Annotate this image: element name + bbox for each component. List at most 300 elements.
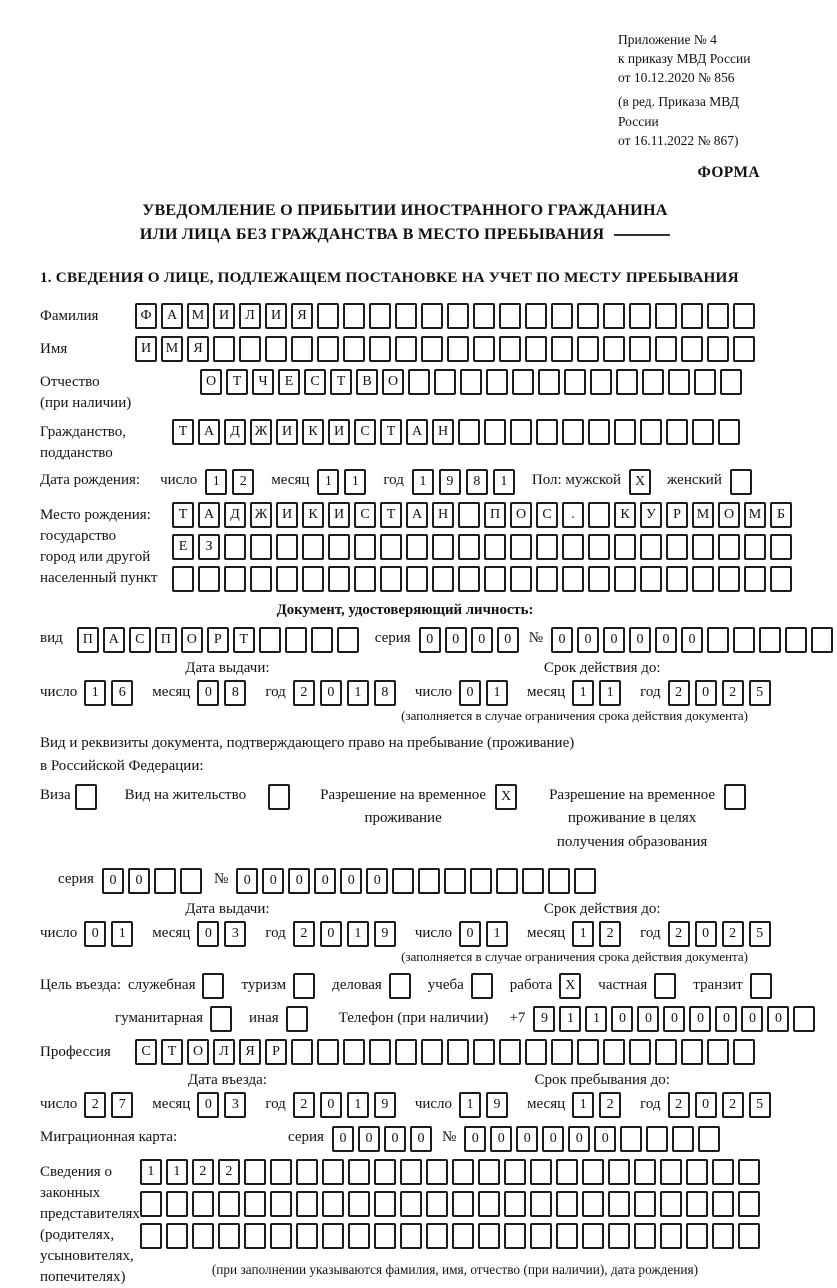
temp-residence-edu-label: Разрешение на временное проживание в целях получения образования <box>549 787 716 850</box>
profession-cells <box>135 1039 759 1065</box>
char-box <box>720 369 742 395</box>
char-box <box>530 1223 552 1249</box>
char-box <box>629 1039 651 1065</box>
char-box: 0 <box>577 627 599 653</box>
char-box: 1 <box>347 680 369 706</box>
char-box <box>707 1039 729 1065</box>
purpose-other-label: иная <box>249 1010 279 1027</box>
doc-issue-group: Дата выдачи: число 1 6 месяц 0 8 год 2 0 1 8 <box>40 660 415 706</box>
citizenship-cells <box>172 419 744 445</box>
char-box: Е <box>172 534 194 560</box>
char-box: М <box>187 303 209 329</box>
char-box <box>525 303 547 329</box>
char-box: 7 <box>111 1092 133 1118</box>
char-box <box>244 1223 266 1249</box>
char-box <box>322 1223 344 1249</box>
char-box: 9 <box>439 469 461 495</box>
char-box <box>389 973 411 999</box>
stay-day <box>459 1092 513 1118</box>
visa-label: Виза <box>40 787 71 804</box>
char-box <box>265 336 287 362</box>
permit-number-cells <box>236 868 600 894</box>
char-box <box>224 534 246 560</box>
char-box: 1 <box>599 680 621 706</box>
birthplace-label: Место рождения: государство город или другой населенный пункт <box>40 506 158 586</box>
char-box: 0 <box>542 1126 564 1152</box>
char-box: 0 <box>358 1126 380 1152</box>
char-box: 2 <box>599 1092 621 1118</box>
char-box <box>452 1223 474 1249</box>
residence-checkbox <box>268 784 294 810</box>
char-box: С <box>536 502 558 528</box>
char-box <box>210 1006 232 1032</box>
char-box: И <box>276 502 298 528</box>
char-box: И <box>265 303 287 329</box>
char-box: А <box>161 303 183 329</box>
purpose-study-checkbox <box>471 973 497 999</box>
char-box <box>380 534 402 560</box>
char-box <box>406 566 428 592</box>
migration-card-label: Миграционная карта: <box>40 1128 178 1145</box>
char-box <box>548 868 570 894</box>
char-box <box>224 566 246 592</box>
char-box <box>660 1191 682 1217</box>
char-box: П <box>484 502 506 528</box>
doc-valid-month <box>572 680 626 706</box>
field-representatives <box>40 1159 770 1288</box>
char-box <box>395 336 417 362</box>
char-box: 1 <box>572 680 594 706</box>
char-box: 2 <box>722 1092 744 1118</box>
purpose-official-label: служебная <box>127 977 196 994</box>
char-box: С <box>354 502 376 528</box>
patronymic-label: Отчество (при наличии) <box>40 373 132 411</box>
char-box <box>421 303 443 329</box>
char-box <box>738 1191 760 1217</box>
char-box: С <box>304 369 326 395</box>
char-box: Ф <box>135 303 157 329</box>
char-box <box>470 868 492 894</box>
char-box: 1 <box>493 469 515 495</box>
field-doc-type <box>40 627 770 653</box>
char-box: 0 <box>471 627 493 653</box>
char-box: 0 <box>197 1092 219 1118</box>
char-box <box>354 534 376 560</box>
char-box: С <box>129 627 151 653</box>
char-box: А <box>406 502 428 528</box>
char-box <box>686 1191 708 1217</box>
char-box: 8 <box>224 680 246 706</box>
char-box: П <box>77 627 99 653</box>
char-box <box>328 534 350 560</box>
migration-seria-cells <box>332 1126 436 1152</box>
char-box: 0 <box>84 921 106 947</box>
doc-valid-year <box>668 680 776 706</box>
doc-dates <box>40 660 770 706</box>
field-permit-seria <box>40 868 770 894</box>
char-box: 0 <box>603 627 625 653</box>
profession-label: Профессия <box>40 1043 111 1060</box>
field-surname <box>40 303 770 329</box>
char-box <box>395 1039 417 1065</box>
char-box: 0 <box>459 921 481 947</box>
char-box <box>577 1039 599 1065</box>
char-box <box>672 1126 694 1152</box>
char-box: Л <box>239 303 261 329</box>
migration-seria-label: серия <box>288 1128 324 1145</box>
char-box: 0 <box>741 1006 763 1032</box>
birth-day-cells <box>205 469 259 495</box>
purpose-humanitarian-label: гуманитарная <box>115 1010 204 1027</box>
char-box: 3 <box>224 1092 246 1118</box>
char-box: 0 <box>320 1092 342 1118</box>
char-box <box>692 566 714 592</box>
char-box <box>478 1159 500 1185</box>
char-box: 0 <box>695 680 717 706</box>
char-box <box>140 1191 162 1217</box>
char-box <box>484 534 506 560</box>
char-box: М <box>744 502 766 528</box>
char-box: 9 <box>374 1092 396 1118</box>
char-box: X <box>495 784 517 810</box>
permit-options <box>40 784 770 854</box>
char-box <box>504 1191 526 1217</box>
char-box <box>432 534 454 560</box>
char-box: 0 <box>320 680 342 706</box>
char-box <box>426 1159 448 1185</box>
char-box <box>640 419 662 445</box>
char-box <box>317 336 339 362</box>
char-box <box>473 303 495 329</box>
char-box <box>733 627 755 653</box>
char-box <box>285 627 307 653</box>
char-box <box>681 303 703 329</box>
title-blank-underline <box>614 234 670 236</box>
char-box <box>556 1159 578 1185</box>
char-box <box>213 336 235 362</box>
birthplace-row3 <box>172 566 796 592</box>
char-box: К <box>302 419 324 445</box>
char-box <box>268 784 290 810</box>
birthplace-cells <box>172 502 796 597</box>
char-box: 0 <box>516 1126 538 1152</box>
char-box <box>408 369 430 395</box>
purpose-transit-label: транзит <box>693 977 743 994</box>
char-box: 0 <box>102 868 124 894</box>
char-box <box>707 303 729 329</box>
char-box <box>562 534 584 560</box>
char-box: У <box>640 502 662 528</box>
char-box <box>432 566 454 592</box>
permit-valid-month <box>572 921 626 947</box>
entry-dates <box>40 1072 770 1118</box>
representatives-row1 <box>140 1159 764 1185</box>
char-box: 2 <box>668 921 690 947</box>
purpose-private-checkbox <box>654 973 680 999</box>
permit-number-label: № <box>213 870 229 887</box>
char-box: 0 <box>128 868 150 894</box>
char-box <box>582 1159 604 1185</box>
char-box <box>400 1223 422 1249</box>
purpose-study-label: учеба <box>427 977 464 994</box>
phone-prefix: +7 <box>509 1010 526 1027</box>
char-box: 1 <box>344 469 366 495</box>
char-box <box>668 369 690 395</box>
birthdate-label: Дата рождения: <box>40 471 141 488</box>
char-box <box>530 1159 552 1185</box>
form-title <box>40 198 770 247</box>
purpose-tourism-checkbox <box>293 973 319 999</box>
char-box <box>738 1223 760 1249</box>
char-box <box>504 1223 526 1249</box>
char-box: 2 <box>599 921 621 947</box>
char-box <box>406 534 428 560</box>
forma-label: ФОРМА <box>697 163 760 181</box>
char-box <box>478 1191 500 1217</box>
appendix-reference <box>618 30 770 150</box>
char-box <box>510 419 532 445</box>
char-box: 1 <box>486 921 508 947</box>
char-box <box>744 566 766 592</box>
char-box <box>510 534 532 560</box>
char-box <box>522 868 544 894</box>
char-box <box>692 534 714 560</box>
char-box <box>712 1223 734 1249</box>
char-box: 0 <box>288 868 310 894</box>
char-box <box>738 1159 760 1185</box>
char-box <box>530 1191 552 1217</box>
char-box <box>286 1006 308 1032</box>
char-box <box>681 336 703 362</box>
day-label: число <box>160 471 198 488</box>
char-box: 0 <box>366 868 388 894</box>
char-box: 0 <box>262 868 284 894</box>
char-box <box>421 336 443 362</box>
residence-label: Вид на жительство <box>124 787 247 804</box>
permit-issue-group: Дата выдачи: число 0 1 месяц 0 3 год 2 0 1 9 <box>40 901 415 947</box>
char-box <box>582 1223 604 1249</box>
permit-visa <box>40 784 101 810</box>
char-box <box>590 369 612 395</box>
char-box: 0 <box>332 1126 354 1152</box>
char-box: 0 <box>320 921 342 947</box>
surname-label: Фамилия <box>40 307 99 324</box>
char-box <box>348 1159 370 1185</box>
char-box <box>317 303 339 329</box>
char-box: 2 <box>192 1159 214 1185</box>
char-box <box>646 1126 668 1152</box>
stay-until-title: Срок пребывания до: <box>534 1071 670 1088</box>
char-box <box>536 566 558 592</box>
char-box: М <box>692 502 714 528</box>
char-box: Т <box>172 502 194 528</box>
char-box: 0 <box>715 1006 737 1032</box>
gender-female-checkbox <box>730 469 756 495</box>
char-box: С <box>354 419 376 445</box>
char-box <box>733 1039 755 1065</box>
permit-seria-cells <box>102 868 206 894</box>
field-migration-card <box>40 1126 770 1152</box>
char-box <box>369 336 391 362</box>
birthplace-row2 <box>172 534 796 560</box>
permit-valid-day <box>459 921 513 947</box>
char-box <box>634 1191 656 1217</box>
char-box: 0 <box>314 868 336 894</box>
char-box: Я <box>291 303 313 329</box>
char-box: 2 <box>722 921 744 947</box>
birth-year-cells <box>412 469 520 495</box>
char-box <box>660 1159 682 1185</box>
char-box: 2 <box>722 680 744 706</box>
char-box <box>499 303 521 329</box>
char-box <box>328 566 350 592</box>
char-box: 1 <box>585 1006 607 1032</box>
permit-seria-label: серия <box>58 870 94 887</box>
char-box: 0 <box>663 1006 685 1032</box>
char-box <box>551 303 573 329</box>
doc-type-label: вид <box>40 629 63 646</box>
char-box: 1 <box>347 921 369 947</box>
char-box <box>418 868 440 894</box>
char-box <box>744 534 766 560</box>
char-box: 0 <box>551 627 573 653</box>
birth-month-cells <box>317 469 371 495</box>
doc-issue-month <box>197 680 251 706</box>
char-box: Т <box>380 502 402 528</box>
char-box <box>603 1039 625 1065</box>
resident-doc-text: Вид и реквизиты документа, подтверждающего право на пребывание (проживание) в Российской Федерации: <box>40 734 575 774</box>
char-box <box>536 534 558 560</box>
char-box <box>421 1039 443 1065</box>
year-label: год <box>383 471 404 488</box>
char-box: О <box>181 627 203 653</box>
char-box <box>724 784 746 810</box>
char-box <box>608 1159 630 1185</box>
char-box: 1 <box>140 1159 162 1185</box>
char-box <box>654 973 676 999</box>
char-box <box>452 1191 474 1217</box>
char-box: 2 <box>218 1159 240 1185</box>
char-box <box>293 973 315 999</box>
char-box: 0 <box>419 627 441 653</box>
gender-male-checkbox <box>629 469 655 495</box>
char-box <box>655 336 677 362</box>
char-box <box>614 419 636 445</box>
char-box: 2 <box>293 921 315 947</box>
char-box: 1 <box>317 469 339 495</box>
char-box <box>785 627 807 653</box>
char-box: 1 <box>347 1092 369 1118</box>
representatives-cells <box>140 1159 770 1278</box>
char-box: 0 <box>340 868 362 894</box>
char-box <box>588 419 610 445</box>
purpose-business-checkbox <box>389 973 415 999</box>
char-box <box>343 1039 365 1065</box>
char-box <box>551 336 573 362</box>
migration-number-cells <box>464 1126 724 1152</box>
doc-type-cells <box>77 627 363 653</box>
char-box <box>556 1223 578 1249</box>
permit-restriction-note: (заполняется в случае ограничения срока действия документа) <box>401 948 748 964</box>
purpose-tourism-label: туризм <box>241 977 287 994</box>
purpose-work-label: работа <box>509 977 553 994</box>
purpose-private-label: частная <box>598 977 648 994</box>
doc-valid-day <box>459 680 513 706</box>
char-box: 0 <box>695 1092 717 1118</box>
char-box: 0 <box>629 627 651 653</box>
char-box: 0 <box>490 1126 512 1152</box>
char-box: Л <box>213 1039 235 1065</box>
doc-valid-title: Срок действия до: <box>543 659 661 676</box>
entry-purpose-row2 <box>115 1006 782 1032</box>
char-box <box>707 336 729 362</box>
month-label: месяц <box>271 471 310 488</box>
char-box: Р <box>207 627 229 653</box>
char-box <box>718 419 740 445</box>
char-box <box>75 784 97 810</box>
purpose-transit-checkbox <box>750 973 776 999</box>
char-box <box>484 419 506 445</box>
char-box: 8 <box>374 680 396 706</box>
char-box <box>499 336 521 362</box>
char-box: О <box>510 502 532 528</box>
char-box <box>770 566 792 592</box>
char-box <box>400 1191 422 1217</box>
char-box <box>296 1159 318 1185</box>
char-box <box>302 566 324 592</box>
char-box <box>750 973 772 999</box>
char-box: 0 <box>197 921 219 947</box>
char-box <box>471 973 493 999</box>
char-box: 0 <box>594 1126 616 1152</box>
char-box <box>452 1159 474 1185</box>
citizenship-label: Гражданство, подданство <box>40 423 127 461</box>
char-box: Р <box>265 1039 287 1065</box>
char-box <box>718 534 740 560</box>
char-box <box>322 1191 344 1217</box>
char-box <box>759 627 781 653</box>
char-box <box>400 1159 422 1185</box>
char-box: Е <box>278 369 300 395</box>
char-box: . <box>562 502 584 528</box>
char-box <box>707 627 729 653</box>
doc-valid-group: Срок действия до: число 0 1 месяц 1 1 год 2 0 2 5 <box>415 660 790 706</box>
char-box <box>629 303 651 329</box>
char-box <box>577 303 599 329</box>
char-box: 5 <box>749 921 771 947</box>
appendix-lines: Приложение № 4 к приказу МВД России от 10.12.2020 № 856 <box>618 32 751 86</box>
char-box: Ч <box>252 369 274 395</box>
char-box: 2 <box>293 680 315 706</box>
char-box: Т <box>226 369 248 395</box>
phone-cells <box>533 1006 819 1032</box>
char-box: 0 <box>637 1006 659 1032</box>
char-box: Н <box>432 419 454 445</box>
permit-dates <box>40 901 770 947</box>
char-box: 1 <box>166 1159 188 1185</box>
char-box: 2 <box>668 680 690 706</box>
field-patronymic <box>40 369 770 414</box>
char-box: Ж <box>250 502 272 528</box>
char-box <box>276 534 298 560</box>
char-box <box>642 369 664 395</box>
char-box <box>259 627 281 653</box>
char-box <box>562 419 584 445</box>
char-box: О <box>382 369 404 395</box>
char-box: З <box>198 534 220 560</box>
char-box <box>447 336 469 362</box>
char-box <box>712 1159 734 1185</box>
